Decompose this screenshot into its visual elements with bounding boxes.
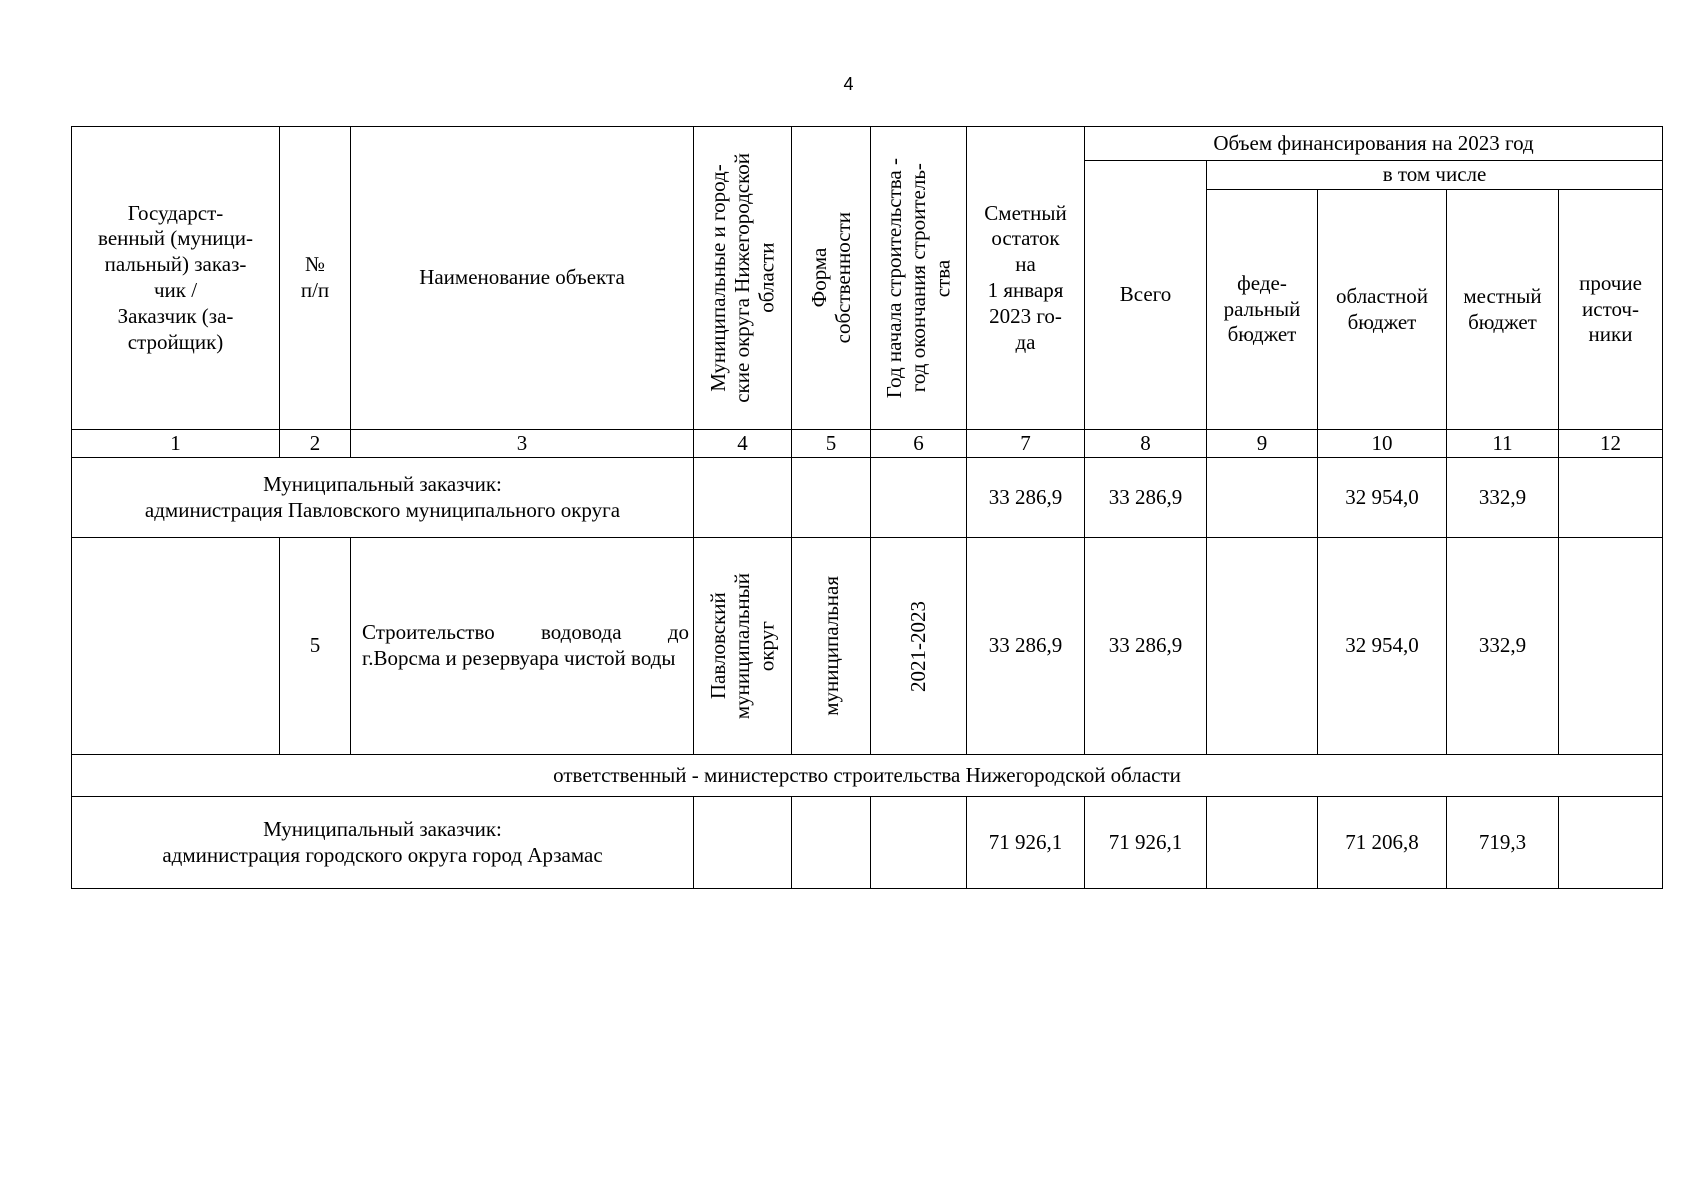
object-district: Павловский муниципальный округ (706, 572, 779, 720)
object-years: 2021-2023 (906, 600, 931, 692)
header-local: местный бюджет (1447, 190, 1559, 430)
col-number: 8 (1085, 430, 1207, 458)
page-number: 4 (843, 74, 854, 94)
header-ownership: Форма собственности (806, 212, 855, 344)
table-row (72, 458, 1663, 538)
col-number: 10 (1318, 430, 1447, 458)
total-value: 33 286,9 (1085, 458, 1207, 538)
responsible-ministry: ответственный - министерство строительства Нижегородской области (72, 755, 1663, 797)
col-number: 5 (792, 430, 871, 458)
object-name: Строительство водовода до г.Ворсма и резервуара чистой воды (362, 620, 689, 670)
empty-cell (871, 458, 967, 538)
federal-value (1207, 538, 1318, 755)
col-number: 6 (871, 430, 967, 458)
total-value: 71 926,1 (1085, 797, 1207, 889)
header-other: прочие источ- ники (1559, 190, 1663, 430)
table-row (72, 797, 1663, 889)
header-object-name: Наименование объекта (351, 127, 694, 430)
empty-cell (694, 458, 792, 538)
table-row (72, 755, 1663, 797)
header-years-cell (871, 127, 967, 430)
empty-cell (72, 538, 280, 755)
funding-table (71, 126, 1663, 889)
federal-value (1207, 458, 1318, 538)
estimate-value: 71 926,1 (967, 797, 1085, 889)
estimate-value: 33 286,9 (967, 458, 1085, 538)
object-district-cell (694, 538, 792, 755)
column-numbers-row (72, 430, 1663, 458)
col-number: 12 (1559, 430, 1663, 458)
object-years-cell (871, 538, 967, 755)
col-number: 7 (967, 430, 1085, 458)
other-value (1559, 538, 1663, 755)
col-number: 3 (351, 430, 694, 458)
total-value: 33 286,9 (1085, 538, 1207, 755)
table-row (72, 538, 1663, 755)
regional-value: 32 954,0 (1318, 458, 1447, 538)
empty-cell (792, 797, 871, 889)
header-districts-cell (694, 127, 792, 430)
header-districts: Муниципальные и город- ские округа Нижегородской области (706, 153, 779, 403)
header-number: № п/п (280, 127, 351, 430)
header-including: в том числе (1207, 161, 1663, 190)
header-funding: Объем финансирования на 2023 год (1085, 127, 1663, 161)
header-total: Всего (1085, 161, 1207, 430)
federal-value (1207, 797, 1318, 889)
regional-value: 71 206,8 (1318, 797, 1447, 889)
other-value (1559, 458, 1663, 538)
header-federal: феде- ральный бюджет (1207, 190, 1318, 430)
customer-label: Муниципальный заказчик: администрация Павловского муниципального округа (72, 458, 694, 538)
header-estimate: Сметный остаток на 1 января 2023 го- да (967, 127, 1085, 430)
regional-value: 32 954,0 (1318, 538, 1447, 755)
col-number: 2 (280, 430, 351, 458)
customer-label: Муниципальный заказчик: администрация городского округа город Арзамас (72, 797, 694, 889)
col-number: 4 (694, 430, 792, 458)
local-value: 332,9 (1447, 538, 1559, 755)
header-regional: областной бюджет (1318, 190, 1447, 430)
header-ownership-cell (792, 127, 871, 430)
other-value (1559, 797, 1663, 889)
object-ownership-cell (792, 538, 871, 755)
header-customer: Государст- венный (муници- пальный) заказ- чик / Заказчик (за- стройщик) (72, 127, 280, 430)
header-years: Год начала строительства - год окончания строитель- ства (882, 157, 955, 399)
empty-cell (792, 458, 871, 538)
col-number: 9 (1207, 430, 1318, 458)
estimate-value: 33 286,9 (967, 538, 1085, 755)
object-ownership: муниципальная (818, 576, 843, 716)
local-value: 332,9 (1447, 458, 1559, 538)
empty-cell (871, 797, 967, 889)
col-number: 1 (72, 430, 280, 458)
object-number: 5 (280, 538, 351, 755)
col-number: 11 (1447, 430, 1559, 458)
object-name-cell (351, 538, 694, 755)
empty-cell (694, 797, 792, 889)
local-value: 719,3 (1447, 797, 1559, 889)
